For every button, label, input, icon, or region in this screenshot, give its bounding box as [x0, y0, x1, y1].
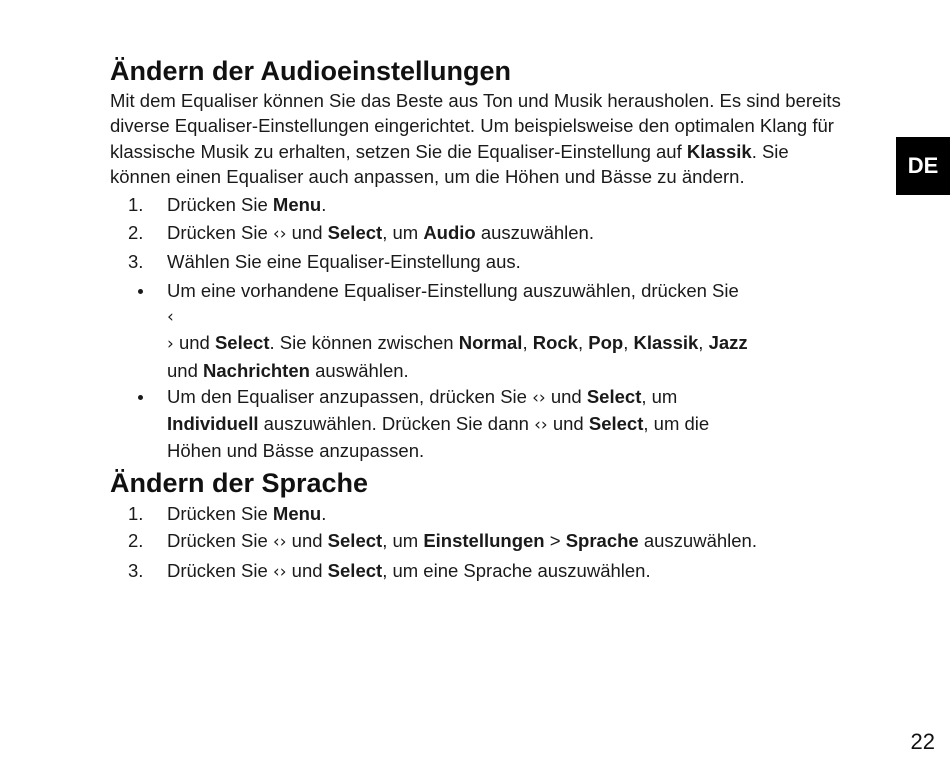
list-item: 1. Drücken Sie Menu. [128, 502, 327, 524]
section-title-language: Ändern der Sprache [110, 467, 369, 498]
chevron-right-icon: › [167, 334, 174, 355]
chevron-left-right-icon: ‹› [532, 387, 546, 408]
intro-paragraph: Mit dem Equaliser können Sie das Beste aus Ton und Musik herausholen. Es sind bereits diverse Equaliser-Einstellungen eingerichtet. Um beispielsweise den optimalen Klang für klassische Musik zu erhalten, setzen Sie die Equaliser-Einstellung auf Klassik. Sie können einen Equaliser auch anpassen, um die Höhen und Bässe zu ändern. [110, 90, 841, 187]
chevron-left-right-icon: ‹› [272, 561, 287, 582]
chevron-left-right-icon: ‹› [272, 532, 287, 553]
chevron-left-right-icon: ‹› [272, 223, 287, 244]
section-title-audio: Ändern der Audioeinstellungen [110, 56, 512, 86]
chevron-left-icon: ‹ [167, 306, 174, 327]
list-item: Um eine vorhandene Equaliser-Einstellung auszuwählen, drücken Sie ‹ › und Select. Sie können zwischen Normal, Rock, Pop, Klassik, Jazz und Nachrichten auswählen. [110, 278, 749, 383]
equaliser-options-list [110, 278, 850, 464]
list-item: 1. Drücken Sie Menu. [128, 194, 327, 216]
list-item: 3. Drücken Sie ‹› und Select, um eine Sprache auszuwählen. [110, 557, 850, 587]
language-tab: DE [896, 137, 950, 195]
list-item: 2. Drücken Sie ‹› und Select, um Einstellungen > Sprache auszuwählen. [110, 527, 850, 557]
bullet-icon [138, 289, 143, 294]
chevron-left-right-icon: ‹› [534, 415, 548, 436]
list-item: Um den Equaliser anzupassen, drücken Sie ‹› und Select, um Individuell auszuwählen. Drücken Sie dann ‹› und Select, um die Höhen und Bässe anzupassen. [110, 384, 749, 464]
page-number: 22 [910, 729, 935, 754]
language-steps-list [110, 500, 850, 587]
bullet-icon [138, 395, 143, 400]
list-item: 2. Drücken Sie ‹› und Select, um Audio auszuwählen. [110, 219, 850, 249]
list-item: 3. Wählen Sie eine Equaliser-Einstellung aus. Um eine vorhandene Equaliser-Einstellung auszuwählen, drücken Sie ‹ › und Select. Sie können zwischen Normal, Rock, Pop, Klassik, Jazz und Nachrichten auswählen. Um den Equaliser anzupassen, drücken Sie ‹› und Select, um Individuell auszuwählen. Drücken Sie dann ‹› und Select, um die Höhen und Bässe anzupassen. [110, 248, 850, 464]
audio-steps-list [110, 191, 850, 464]
page-content [110, 54, 850, 586]
